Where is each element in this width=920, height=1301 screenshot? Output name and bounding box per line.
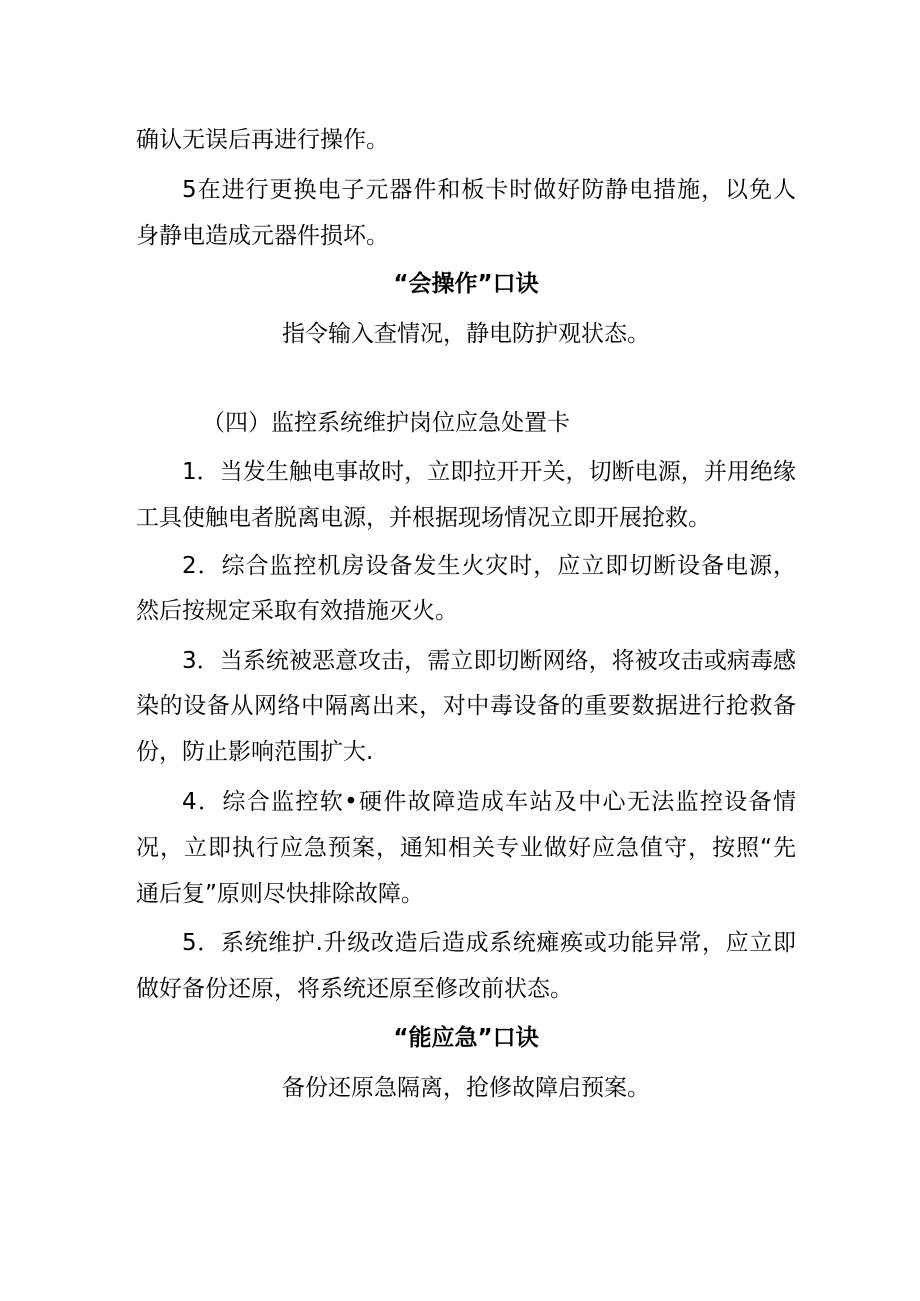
list-item-line: 染的设备从网络中隔离出来，对中毒设备的重要数据进行抢救备 xyxy=(136,693,796,719)
section-heading: “能应急”口诀 xyxy=(393,1025,539,1051)
section-heading: “会操作”口诀 xyxy=(393,271,539,297)
list-item-line: 通后复”原则尽快排除故障。 xyxy=(136,881,424,907)
list-item-line: 3．当系统被恶意攻击，需立即切断网络，将被攻击或病毒感 xyxy=(182,648,796,674)
mnemonic-line: 备份还原急隔离，抢修故障启预案。 xyxy=(282,1075,650,1101)
paragraph-line: 确认无误后再进行操作。 xyxy=(136,127,389,153)
list-item-line: 做好备份还原，将系统还原至修改前状态。 xyxy=(136,976,573,1002)
list-item-line: 然后按规定采取有效措施灭火。 xyxy=(136,598,458,624)
list-item-line: 2．综合监控机房设备发生火灾时，应立即切断设备电源， xyxy=(182,553,796,579)
list-item-line: 况，立即执行应急预案，通知相关专业做好应急值守，按照“先 xyxy=(136,835,796,861)
paragraph-line: 5在进行更换电子元器件和板卡时做好防静电措施，以免人 xyxy=(182,177,796,203)
paragraph-line: 身静电造成元器件损坏。 xyxy=(136,223,389,249)
list-item-line: 份，防止影响范围扩大. xyxy=(136,739,374,765)
list-item-line: 4．综合监控软•硬件故障造成车站及中心无法监控设备情 xyxy=(182,789,796,815)
list-item-line: 5．系统维护.升级改造后造成系统瘫痪或功能异常，应立即 xyxy=(182,930,796,956)
mnemonic-line: 指令输入查情况，静电防护观状态。 xyxy=(282,321,650,347)
list-item-line: 1．当发生触电事故时，立即拉开开关，切断电源，并用绝缘 xyxy=(182,459,796,485)
card-title: （四）监控系统维护岗位应急处置卡 xyxy=(202,410,570,436)
list-item-line: 工具使触电者脱离电源，并根据现场情况立即开展抢救。 xyxy=(136,505,711,531)
